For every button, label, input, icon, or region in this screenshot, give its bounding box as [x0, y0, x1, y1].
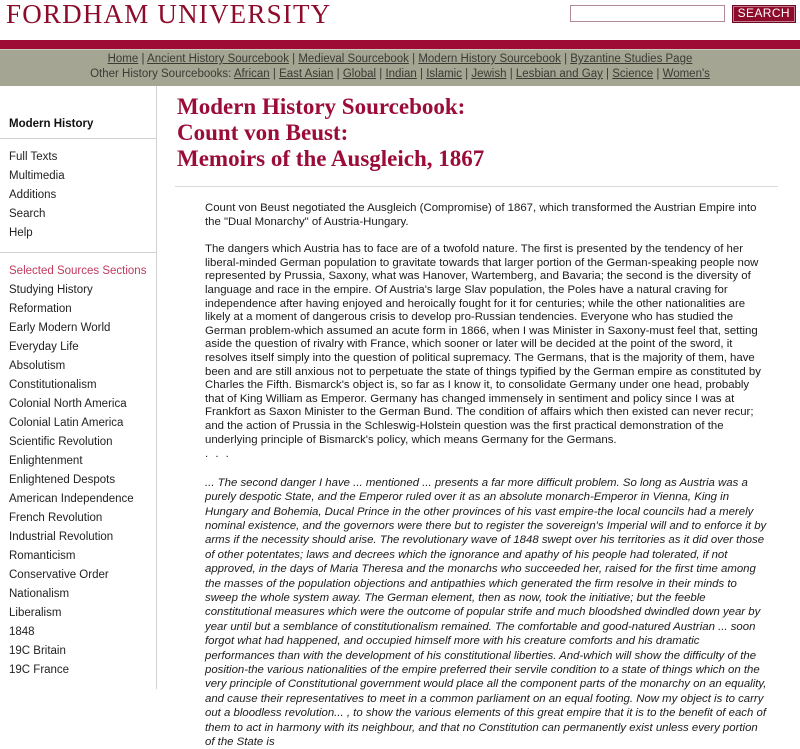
sidebar-item-19c-france[interactable]: 19C France	[9, 664, 70, 676]
page-title-line-1: Modern History Sourcebook:	[177, 94, 466, 119]
other-sourcebooks-label: Other History Sourcebooks:	[90, 68, 234, 80]
sidebar-item-early-modern-world[interactable]: Early Modern World	[9, 322, 111, 334]
nav-link-indian[interactable]: Indian	[385, 68, 417, 80]
sidebar-title: Modern History	[9, 118, 94, 130]
sidebar-item-studying-history[interactable]: Studying History	[9, 284, 93, 296]
sidebar-item-colonial-north-america[interactable]: Colonial North America	[9, 398, 127, 410]
nav-separator: |	[461, 68, 472, 80]
sidebar-sections-group	[0, 253, 156, 689]
nav-link-ancient-history-sourcebook[interactable]: Ancient History Sourcebook	[147, 53, 289, 65]
nav-separator: |	[269, 68, 280, 80]
sidebar-tools-group	[0, 139, 156, 252]
sidebar-item-nationalism[interactable]: Nationalism	[9, 588, 70, 600]
nav-link-home[interactable]: Home	[107, 53, 139, 65]
nav-link-global[interactable]: Global	[342, 68, 377, 80]
search-input[interactable]	[570, 5, 725, 22]
page-title-line-3: Memoirs of the Ausgleich, 1867	[177, 146, 485, 171]
sidebar	[0, 86, 157, 689]
masthead	[0, 0, 800, 40]
site-navigation-band	[0, 50, 800, 86]
nav-link-medieval-sourcebook[interactable]: Medieval Sourcebook	[298, 53, 409, 65]
maroon-stripe	[0, 40, 800, 50]
sidebar-item-additions[interactable]: Additions	[9, 189, 57, 201]
secondary-nav-row	[0, 67, 800, 82]
page-body	[0, 86, 800, 749]
nav-link-byzantine-studies-page[interactable]: Byzantine Studies Page	[570, 53, 693, 65]
sidebar-item-enlightenment[interactable]: Enlightenment	[9, 455, 83, 467]
sidebar-item-help[interactable]: Help	[9, 227, 33, 239]
nav-link-science[interactable]: Science	[612, 68, 654, 80]
sidebar-heading-selected-sources-sections[interactable]: Selected Sources Sections	[9, 265, 147, 277]
sidebar-item-constitutionalism[interactable]: Constitutionalism	[9, 379, 97, 391]
sidebar-item-colonial-latin-america[interactable]: Colonial Latin America	[9, 417, 124, 429]
nav-link-modern-history-sourcebook[interactable]: Modern History Sourcebook	[418, 53, 561, 65]
nav-link-jewish[interactable]: Jewish	[471, 68, 507, 80]
primary-nav-row	[0, 52, 800, 67]
nav-link-east-asian[interactable]: East Asian	[279, 68, 334, 80]
nav-separator: |	[138, 53, 148, 65]
nav-link-lesbian-and-gay[interactable]: Lesbian and Gay	[515, 68, 603, 80]
fordham-university-logo: FORDHAM UNIVERSITY	[6, 0, 332, 29]
body-paragraph: The dangers which Austria has to face are of a twofold nature. The first is presented by the tendency of her liberal-minded German population to gravitate towards that larger portion of the German-speaking people now represented by Prussia, Saxony, what was Hanover, Wartemberg, and Bavaria; the second is the diversity of language and race in the empire. Of Austria's large Slav population, the Poles have a natural craving for independence after having enjoyed and heroically fought for it for centuries; while the other nationalities are likely at a moment of dangerous crisis to develop pro-Russian tendencies. Everyone who has studied the German problem-which assumed an acute form in 1866, when I was Minister in Saxony-must feel that, setting aside the question of rivalry with France, which sooner or later will be decided at the point of the sword, it resolves itself simply into the question of political supremacy. The Germans, that is the majority of them, have been and are still anxious not to perpetuate the state of things typified by the German empire as constituted by Charles the Fifth. Bismarck's object is, so far as I know it, to consolidate Germany under one head, probably that of King William as Emperor. Germany has changed immensely in sentiment and policy since I was at Frankfort as Saxon Minister to the German Bund. The condition of affairs which then existed can never recur; and the action of Prussia in the Schleswig-Holstein question was the first practical demonstration of the underlying principle of Bismarck's policy, which means Germany for the Germans.	[205, 243, 761, 446]
sidebar-item-scientific-revolution[interactable]: Scientific Revolution	[9, 436, 113, 448]
sidebar-item-multimedia[interactable]: Multimedia	[9, 170, 65, 182]
nav-separator: |	[416, 68, 427, 80]
sidebar-item-conservative-order[interactable]: Conservative Order	[9, 569, 109, 581]
ellipsis-marker: . . .	[205, 448, 231, 461]
main-content	[157, 86, 800, 749]
nav-separator: |	[560, 53, 571, 65]
sidebar-item-search[interactable]: Search	[9, 208, 46, 220]
sidebar-item-romanticism[interactable]: Romanticism	[9, 550, 76, 562]
nav-link-african[interactable]: African	[233, 68, 270, 80]
nav-separator: |	[288, 53, 299, 65]
intro-paragraph: Count von Beust negotiated the Ausgleich (Compromise) of 1867, which transformed the Austrian Empire into the "Dual Monarchy" of Austria-Hungary.	[205, 202, 757, 228]
page-title-line-2: Count von Beust:	[177, 120, 349, 145]
sidebar-item-full-texts[interactable]: Full Texts	[9, 151, 58, 163]
sidebar-item-industrial-revolution[interactable]: Industrial Revolution	[9, 531, 114, 543]
sidebar-item-everyday-life[interactable]: Everyday Life	[9, 341, 79, 353]
nav-link-womens[interactable]: Women's	[662, 68, 710, 80]
nav-link-islamic[interactable]: Islamic	[426, 68, 462, 80]
sidebar-item-american-independence[interactable]: American Independence	[9, 493, 134, 505]
search-button[interactable]: SEARCH	[732, 5, 796, 23]
nav-separator: |	[376, 68, 386, 80]
quoted-passage: ... The second danger I have ... mentioned ... presents a far more difficult problem. So long as Austria was a purely despotic State, and the Emperor ruled over it as an absolute monarch-Emperor in Vienna, King in Hungary and Bohemia, Ducal Prince in the other provinces of his vast empire-the local councils had a merely nominal existence, and the governors were there but to register the sovereign's Imperial will and to enforce it by arms if the necessity should arise. The revolutionary wave of 1848 swept over his territories as it did over those of other potentates; laws and decrees which the ignorance and apathy of his people had tolerated, if not approved, in the days of Maria Theresa and the monarchs who succeeded her, raised for the first time among the masses of the population objections and antipathies which generated the firm resolve in their minds to sweep the whole system away. The German element, then as now, took the initiative; but the feeble constitutional measures which were the outcome of popular strife and much bloodshed dwindled down year by year until but a semblance of constitutionalism remained. The comfortable and good-natured Austrian ... soon forgot what had happened, and occupied himself more with his creature comforts and his dramatic performances than with the development of his constitutional liberties. And-which will show the difficulty of the position-the various nationalities of the empire preferred their servile condition to a state of things which on the very principle of Constitutional government would place all the component parts of the monarchy on an equality, and cause their representatives to meet in a common parliament on an equal footing. Now my object is to carry out a bloodless revolution... , to show the various elements of this great empire that it is to the benefit of each of them to act in harmony with its neighbour, and that no Constitution can permanently exist unless every portion of the State is	[205, 476, 767, 748]
nav-separator: |	[653, 68, 663, 80]
sidebar-item-enlightened-despots[interactable]: Enlightened Despots	[9, 474, 116, 486]
sidebar-item-liberalism[interactable]: Liberalism	[9, 607, 62, 619]
sidebar-item-absolutism[interactable]: Absolutism	[9, 360, 66, 372]
title-divider	[175, 186, 778, 187]
nav-separator: |	[408, 53, 419, 65]
sidebar-item-1848[interactable]: 1848	[9, 626, 35, 638]
document-body	[175, 202, 778, 749]
nav-separator: |	[506, 68, 516, 80]
nav-separator: |	[602, 68, 613, 80]
nav-separator: |	[333, 68, 343, 80]
sidebar-item-french-revolution[interactable]: French Revolution	[9, 512, 103, 524]
sidebar-item-19c-britain[interactable]: 19C Britain	[9, 645, 66, 657]
site-search	[570, 5, 796, 23]
sidebar-item-reformation[interactable]: Reformation	[9, 303, 72, 315]
page-title	[175, 94, 778, 172]
